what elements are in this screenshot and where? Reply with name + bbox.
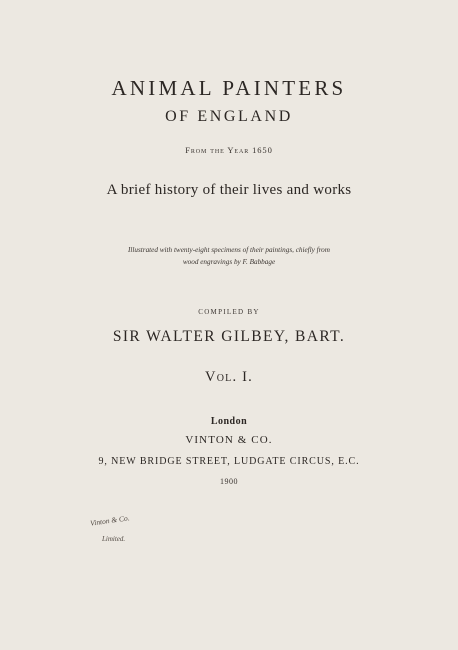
- illustration-note: [0, 244, 458, 268]
- publisher-stamp: [82, 512, 162, 552]
- tagline: A brief history of their lives and works: [106, 182, 352, 198]
- stamp-line-2: Limited.: [102, 535, 126, 543]
- author-name: SIR WALTER GILBEY, BART.: [112, 328, 346, 345]
- illustration-note-line-1: Illustrated with twenty-eight specimens of their paintings, chiefly from: [128, 246, 330, 254]
- publisher-address: 9, NEW BRIDGE STREET, LUDGATE CIRCUS, E.C.: [98, 456, 360, 467]
- publication-year: 1900: [220, 477, 238, 486]
- period-line: From the Year 1650: [185, 145, 273, 155]
- publisher-name: VINTON & CO.: [185, 434, 273, 446]
- stamp-line-1: Vinton & Co.: [89, 513, 131, 528]
- compiled-by-label: COMPILED BY: [198, 308, 260, 316]
- book-title: ANIMAL PAINTERS: [111, 76, 347, 100]
- volume-label: Vol. I.: [205, 369, 253, 385]
- illustration-note-line-2: wood engravings by F. Babbage: [182, 258, 276, 266]
- book-subtitle: OF ENGLAND: [165, 108, 293, 125]
- publisher-city: London: [210, 416, 248, 427]
